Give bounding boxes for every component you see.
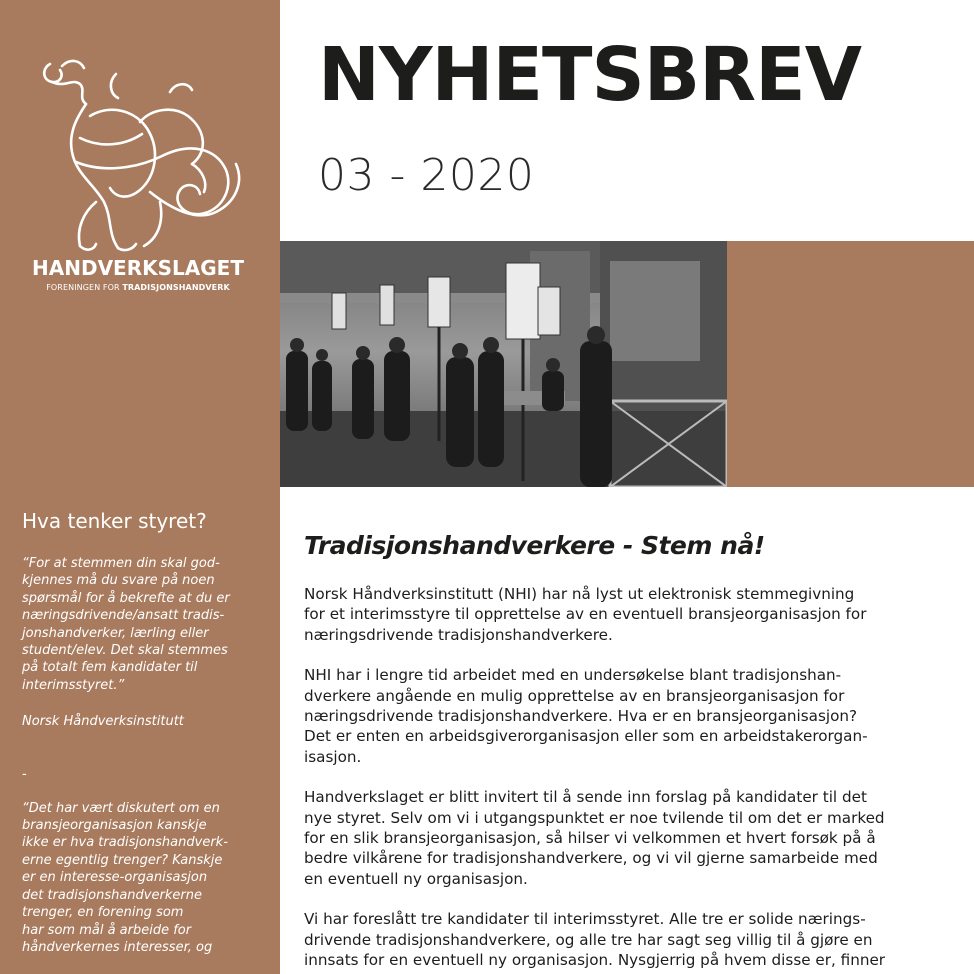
accent-band	[727, 241, 974, 487]
issue-number: 03 - 2020	[318, 150, 535, 201]
historic-voting-photo	[280, 241, 727, 487]
quote-attribution: Norsk Håndverksinstitutt	[22, 714, 184, 730]
article-line: NHI har i lengre tid arbeidet med en undersøkelse blant tradisjonshan-	[304, 666, 842, 685]
article-line: isasjon.	[304, 747, 362, 766]
article-line: dverkere angående en mulig opprettelse av en bransjeorganisasjon for	[304, 686, 845, 705]
quote-line: “For at stemmen din skal god-	[22, 556, 220, 571]
quote-line: kjennes må du svare på noen	[22, 573, 215, 589]
quote-separator: -	[22, 766, 27, 782]
quote-line: ikke er hva tradisjonshandverk-	[22, 835, 228, 851]
quote-line: student/elev. Det skal stemmes	[22, 643, 228, 659]
article-line: en eventuell ny organisasjon.	[304, 869, 528, 888]
sidebar-quote	[22, 555, 266, 956]
article-line: Norsk Håndverksinstitutt (NHI) har nå lyst ut elektronisk stemmegivning	[304, 585, 855, 603]
article-line: Vi har foreslått tre kandidater til interimsstyret. Alle tre er solide nærings-	[304, 910, 866, 929]
article-line: for et interimsstyre til opprettelse av en eventuell bransjeorganisasjon for	[304, 605, 867, 624]
article-title: Tradisjonshandverkere - Stem nå!	[304, 531, 765, 560]
quote-line: trenger, en forening som	[22, 905, 184, 921]
brand-name: HANDVERKSLAGET	[32, 256, 244, 280]
dragon-logo-icon	[20, 52, 250, 257]
quote-line: næringsdrivende/ansatt tradis-	[22, 608, 225, 624]
article-line: næringsdrivende tradisjonshandverkere. Hva er en bransjeorganisasjon?	[304, 707, 858, 726]
article-body	[304, 584, 944, 971]
quote-line: bransjeorganisasjon kanskje	[22, 818, 207, 834]
quote-line: på totalt fem kandidater til	[22, 660, 198, 676]
quote-line: håndverkernes interesser, og	[22, 939, 213, 955]
quote-line: har som mål å arbeide for	[22, 922, 192, 938]
quote-line: jonshandverker, lærling eller	[22, 625, 209, 641]
quote-line: “Det har vært diskutert om en	[22, 800, 220, 816]
article-line: for en slik bransjeorganisasjon, så hilser vi velkommen et hvert forsøk på å	[304, 829, 876, 848]
article-line: nye styret. Selv om vi i utgangspunktet er noe tvilende til om det er marked	[304, 808, 885, 827]
article-line: drivende tradisjonshandverkere, og alle tre har sagt seg villig til å gjøre en	[304, 930, 873, 949]
article-line: Handverkslaget er blitt invitert til å sende inn forslag på kandidater til det	[304, 788, 867, 807]
brand-tagline: FORENINGEN FOR TRADISJONSHANDVERK	[46, 283, 230, 292]
quote-line: spørsmål for å bekrefte at du er	[22, 590, 230, 606]
quote-line: interimsstyret.”	[22, 677, 125, 693]
sidebar	[0, 0, 280, 974]
sidebar-heading: Hva tenker styret?	[22, 509, 207, 533]
quote-line: det tradisjonshandverkerne	[22, 887, 202, 903]
article-line: næringsdrivende tradisjonshandverkere.	[304, 625, 613, 644]
quote-line: erne egentlig trenger? Kanskje	[22, 852, 223, 868]
article-line: Det er enten en arbeidsgiverorganisasjon eller som en arbeidstakerorgan-	[304, 727, 868, 746]
quote-line: er en interesse-organisasjon	[22, 870, 208, 886]
article-line: innsats for en eventuell ny organisasjon. Nysgjerrig på hvem disse er, finner	[304, 951, 886, 970]
newsletter-title: NYHETSBREV	[318, 32, 861, 118]
article-line: bedre vilkårene for tradisjonshandverkere, og vi vil gjerne samarbeide med	[304, 849, 878, 868]
